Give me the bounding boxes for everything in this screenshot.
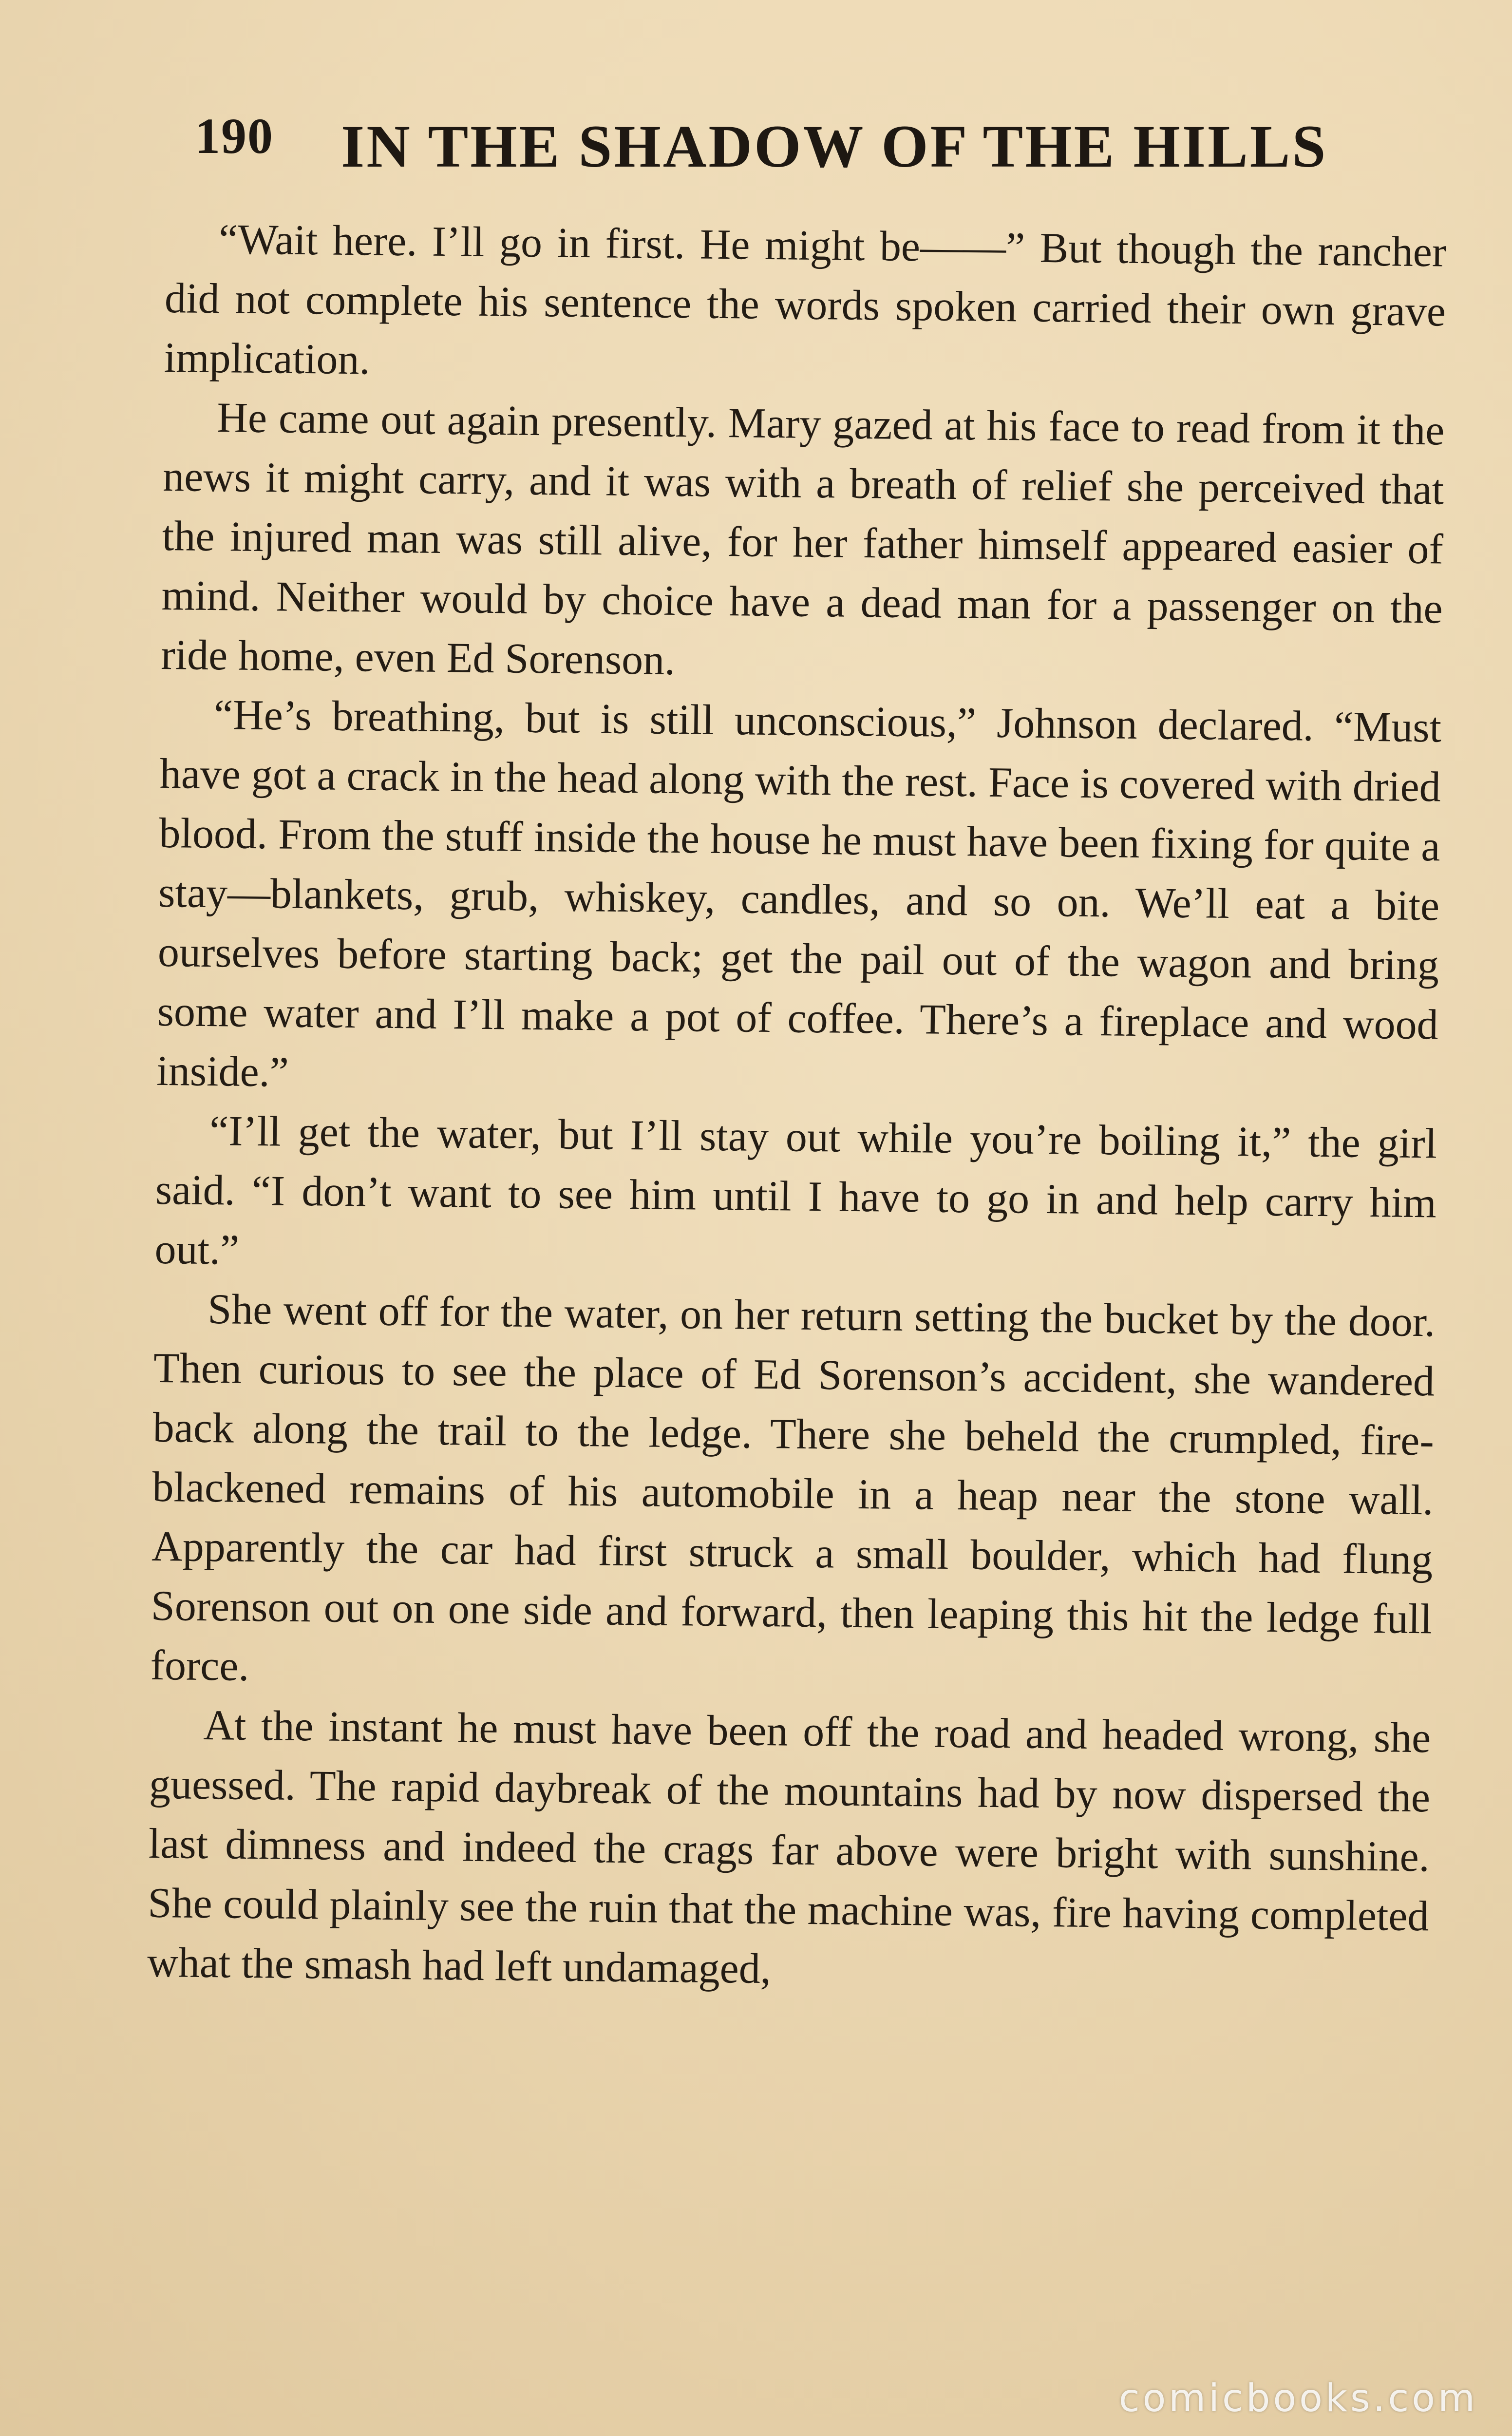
paragraph: She went off for the water, on her return setting the bucket by the door. Then curious to see the place of Ed Sorenson’s accident, she wandered back along the trail to the ledge. There she beheld the crumpled, fire-blackened remains of his automobile in a heap near the stone wall. Apparently the car had first struck a small boulder, which had flung Sorenson out on one side and forward, then leaping this hit the ledge full force. xyxy=(150,1286,1436,1690)
watermark: comicbooks.com xyxy=(1118,2377,1478,2420)
paragraph: He came out again presently. Mary gazed at his face to read from it the news it might carry, and it was with a breath of relief she perceived that the injured man was still alive, for her father himself appeared easier of mind. Neither would by choice have a dead man for a passenger on the ride home, even Ed Sorenson. xyxy=(160,394,1445,685)
paragraph: At the instant he must have been off the road and headed wrong, she guessed. The rapid daybreak of the mountains had by now dispersed the last dimness and indeed the crags far above were bright with sunshine. She could plainly see the ruin that the machine was, fire having completed what the smash had left undamaged, xyxy=(147,1701,1431,1993)
body-text xyxy=(147,209,1447,2006)
page-number: 190 xyxy=(195,108,274,164)
paragraph: “Wait here. I’ll go in first. He might be——” But though the rancher did not complete his sentence the words spoken carried their own grave implication. xyxy=(164,216,1447,384)
paragraph: “He’s breathing, but is still unconscious,” Johnson declared. “Must have got a crack in the head along with the rest. Face is covered with dried blood. From the stuff inside the house he must have been fixing for quite a stay—blankets, grub, whiskey, candles, and so on. We’ll eat a bite ourselves before starting back; get the pail out of the wagon and bring some water and I’ll make a pot of coffee. There’s a fireplace and wood inside.” xyxy=(156,691,1442,1096)
page-header xyxy=(195,97,1461,195)
running-title: IN THE SHADOW OF THE HILLS xyxy=(341,113,1328,180)
paragraph: “I’ll get the water, but I’ll stay out while you’re boiling it,” the girl said. “I don’t want to see him until I have to go in and help carry him out.” xyxy=(154,1107,1437,1274)
